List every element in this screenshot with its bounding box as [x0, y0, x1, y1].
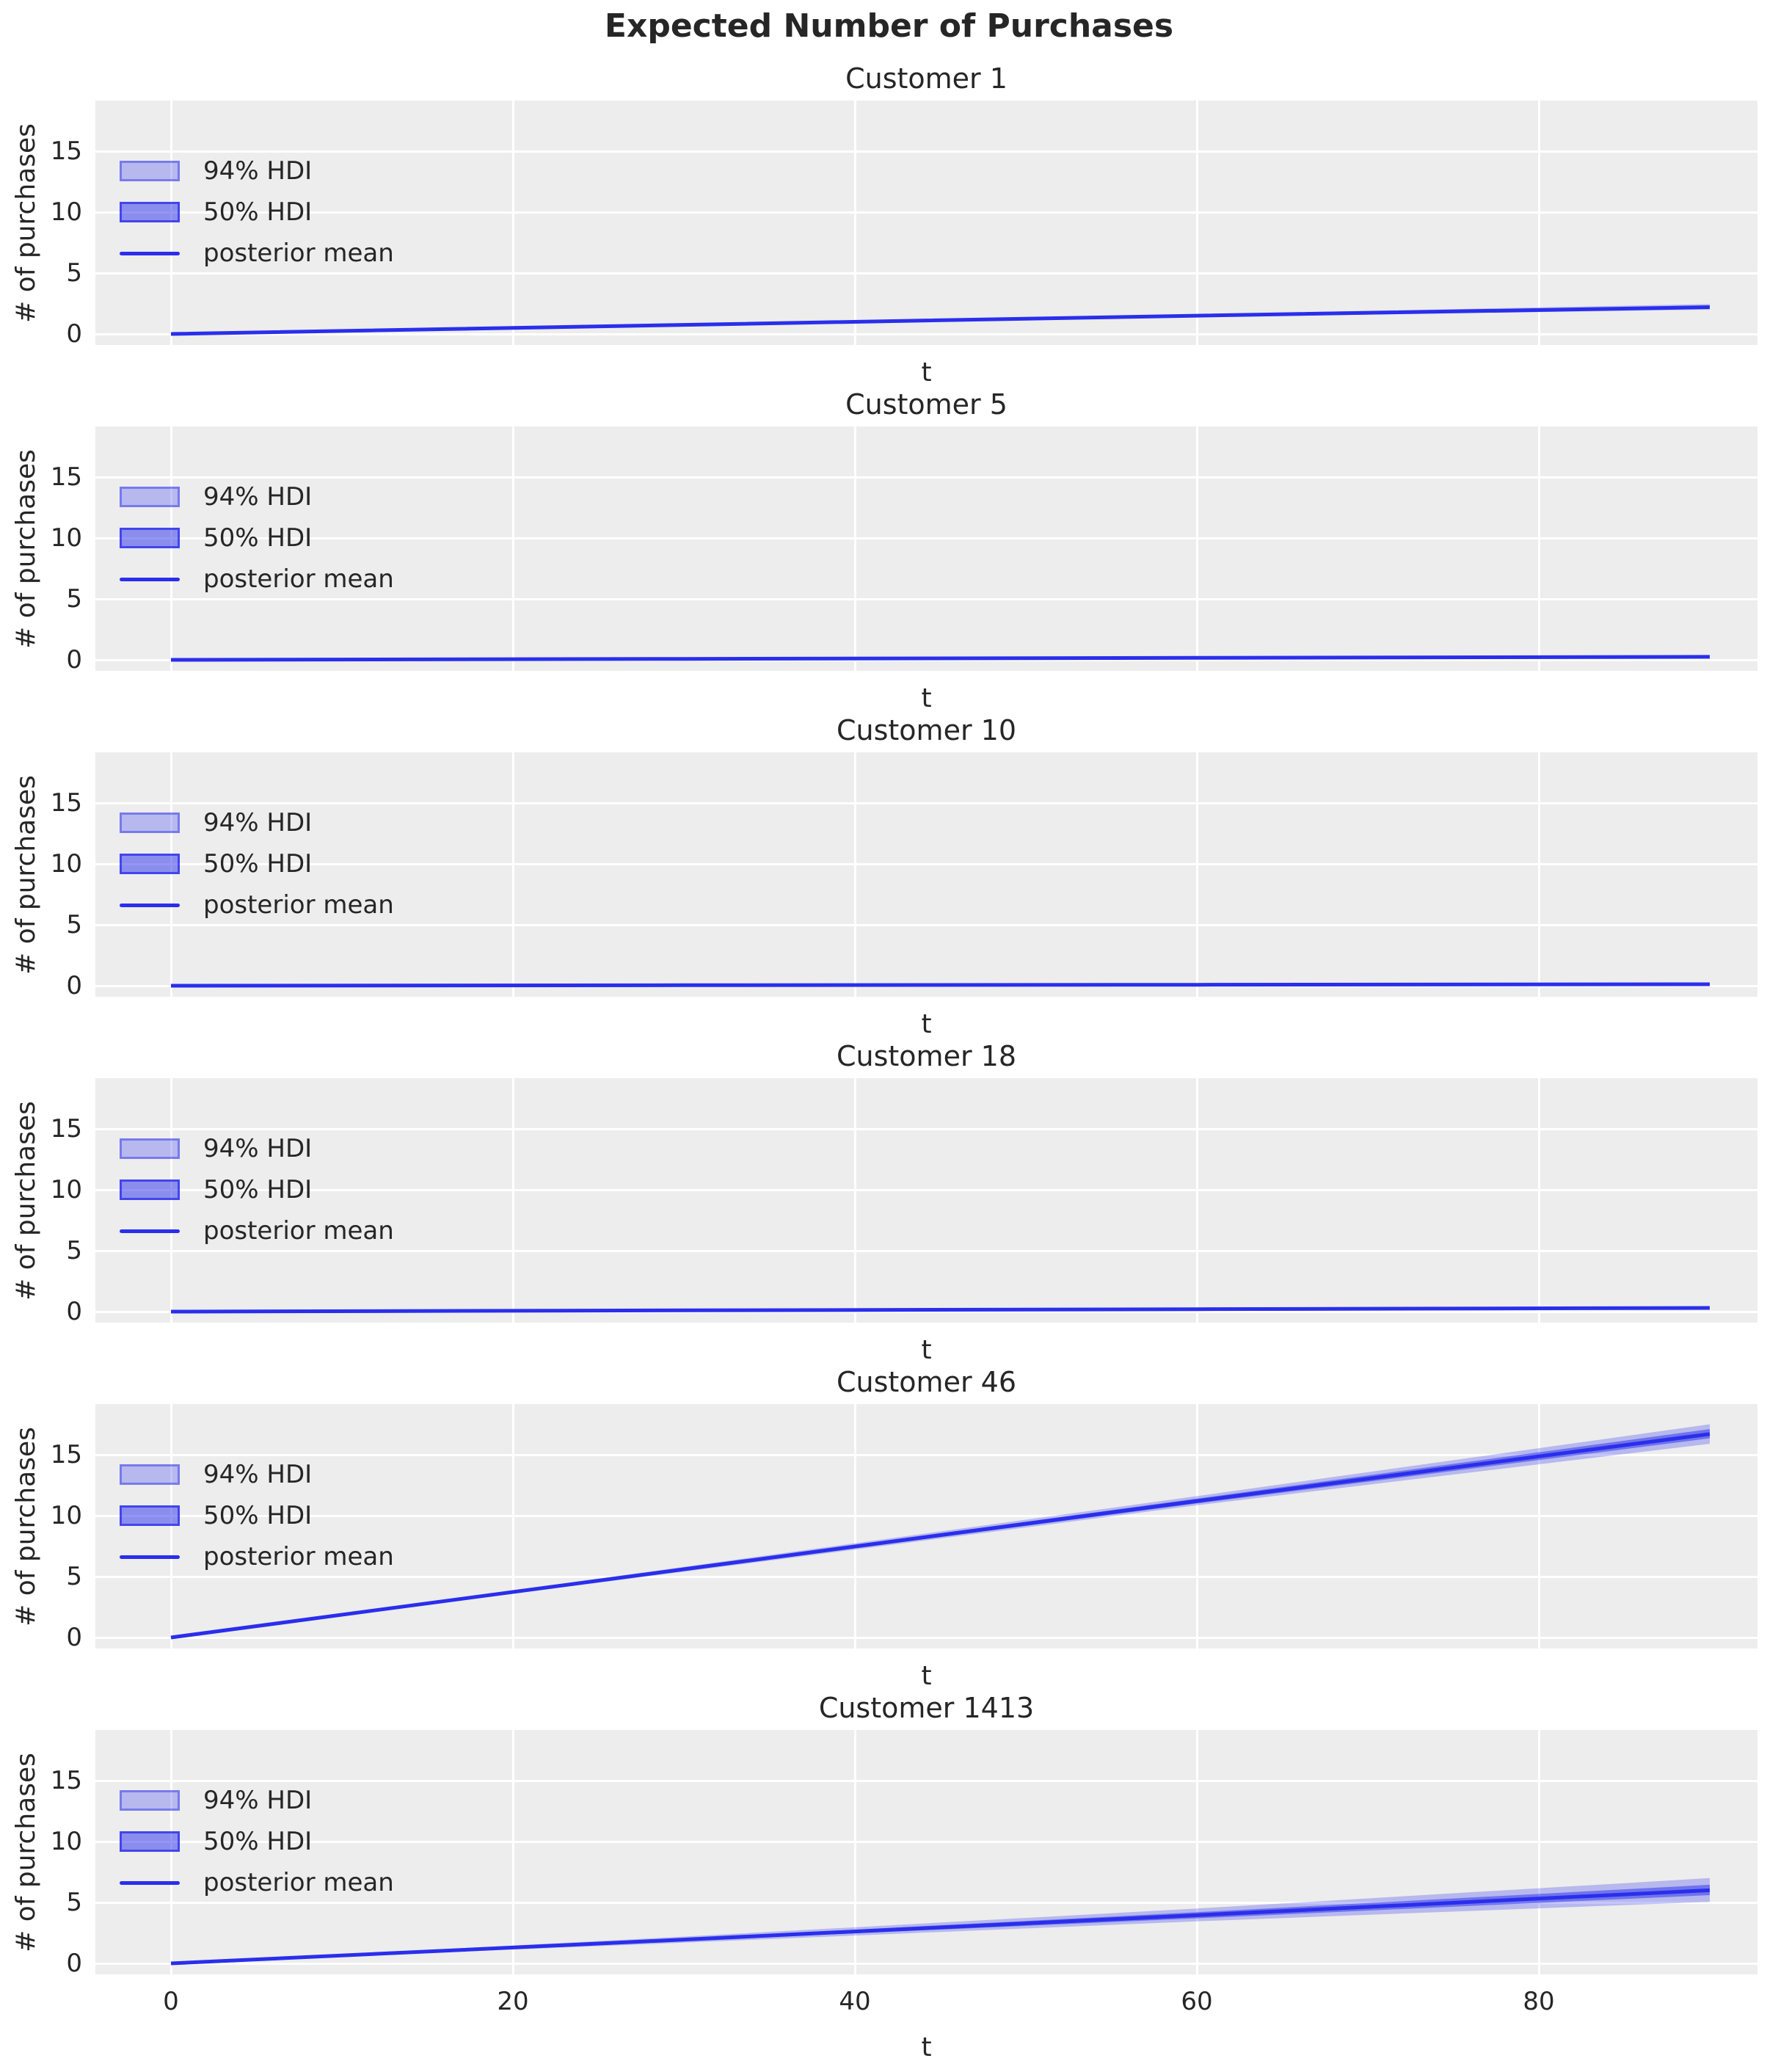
legend-item: [120, 476, 312, 517]
legend-item-label: posterior mean: [203, 1542, 394, 1571]
y-tick-label: 5: [66, 910, 82, 939]
legend-item-label: posterior mean: [203, 1868, 394, 1897]
legend-item-label: 50% HDI: [203, 523, 313, 553]
legend-94-hdi-swatch: [120, 1790, 180, 1811]
legend-item-label: 50% HDI: [203, 849, 313, 879]
legend-line-swatch: [120, 252, 180, 255]
y-tick-label: 15: [50, 462, 82, 492]
subplot-title: Customer 5: [845, 388, 1008, 421]
legend-50-hdi-swatch: [120, 1831, 180, 1852]
posterior-mean-line: [171, 984, 1710, 986]
legend-94-hdi-swatch: [120, 487, 180, 507]
y-tick-label: 5: [66, 1236, 82, 1265]
y-tick-label: 10: [50, 523, 82, 553]
y-tick-label: 10: [50, 1175, 82, 1204]
y-tick-label: 10: [50, 197, 82, 227]
subplot-title: Customer 1413: [818, 1692, 1035, 1724]
legend-item: [120, 1862, 394, 1903]
legend-line-swatch: [120, 904, 180, 907]
x-tick-label: 60: [1181, 1987, 1213, 2016]
legend-item: [120, 150, 312, 192]
legend-line-swatch: [120, 1229, 180, 1233]
legend-item: [120, 1821, 312, 1862]
legend-94-hdi-swatch: [120, 813, 180, 833]
plot-area: [95, 1404, 1757, 1648]
figure-title: Expected Number of Purchases: [604, 7, 1174, 45]
legend-item-label: 94% HDI: [203, 1786, 313, 1815]
legend-94-hdi-swatch: [120, 161, 180, 181]
y-tick-label: 5: [66, 258, 82, 288]
legend-line-swatch: [120, 1881, 180, 1885]
legend-item: [120, 1454, 312, 1495]
x-tick-label: 0: [163, 1987, 179, 2016]
legend-item-label: 94% HDI: [203, 482, 313, 512]
y-tick-label: 10: [50, 849, 82, 879]
posterior-mean-line: [171, 1434, 1710, 1637]
legend-item: [120, 1169, 312, 1210]
x-axis-label: t: [921, 1661, 932, 1691]
y-tick-label: 0: [66, 645, 82, 675]
legend-line-swatch: [120, 1555, 180, 1559]
legend-item-label: posterior mean: [203, 890, 394, 920]
chart-canvas: [95, 1078, 1757, 1323]
legend-item: [120, 559, 394, 600]
chart-canvas: [95, 1730, 1757, 1974]
y-tick-label: 0: [66, 1949, 82, 1978]
legend-item: [120, 802, 312, 843]
legend-item-label: 94% HDI: [203, 156, 313, 186]
plot-area: [95, 426, 1757, 671]
posterior-mean-line: [171, 657, 1710, 660]
legend-item: [120, 517, 312, 559]
subplot-title: Customer 1: [845, 62, 1008, 95]
legend-50-hdi-swatch: [120, 202, 180, 222]
legend-item-label: posterior mean: [203, 564, 394, 594]
x-tick-label: 20: [497, 1987, 529, 2016]
x-axis-label: t: [921, 357, 932, 388]
legend-item-label: posterior mean: [203, 1216, 394, 1246]
y-tick-label: 10: [50, 1827, 82, 1856]
legend-50-hdi-swatch: [120, 1505, 180, 1526]
subplot-title: Customer 46: [836, 1366, 1016, 1398]
legend-item: [120, 1210, 394, 1251]
y-tick-label: 15: [50, 1440, 82, 1469]
plot-area: [95, 101, 1757, 345]
x-tick-label: 40: [839, 1987, 871, 2016]
y-tick-label: 0: [66, 319, 82, 349]
legend-item-label: 50% HDI: [203, 197, 313, 227]
y-axis-label: # of purchases: [11, 1426, 41, 1626]
legend-item: [120, 1128, 312, 1169]
legend-item: [120, 1536, 394, 1577]
legend-item: [120, 233, 394, 274]
y-axis-label: # of purchases: [11, 448, 41, 649]
plot-area: [95, 1730, 1757, 1974]
chart-canvas: [95, 1404, 1757, 1648]
subplot-title: Customer 10: [836, 714, 1016, 746]
y-tick-label: 15: [50, 1766, 82, 1795]
y-tick-label: 15: [50, 788, 82, 818]
legend-item: [120, 1780, 312, 1821]
legend-item-label: posterior mean: [203, 239, 394, 268]
hdi-94-band: [171, 1878, 1710, 1963]
legend-item: [120, 192, 312, 233]
legend-50-hdi-swatch: [120, 854, 180, 874]
x-axis-label: t: [921, 2032, 932, 2062]
legend-item-label: 94% HDI: [203, 1460, 313, 1489]
plot-area: [95, 752, 1757, 997]
y-tick-label: 5: [66, 584, 82, 614]
y-tick-label: 5: [66, 1888, 82, 1917]
x-axis-label: t: [921, 1009, 932, 1039]
legend-item-label: 50% HDI: [203, 1175, 313, 1204]
y-tick-label: 15: [50, 1114, 82, 1144]
x-axis-label: t: [921, 683, 932, 713]
legend-item-label: 94% HDI: [203, 1134, 313, 1163]
y-axis-label: # of purchases: [11, 1100, 41, 1301]
legend-50-hdi-swatch: [120, 1179, 180, 1200]
y-tick-label: 5: [66, 1562, 82, 1591]
posterior-mean-line: [171, 308, 1710, 335]
y-tick-label: 0: [66, 1297, 82, 1326]
y-tick-label: 15: [50, 137, 82, 166]
legend-line-swatch: [120, 578, 180, 581]
legend-94-hdi-swatch: [120, 1464, 180, 1485]
legend-item-label: 94% HDI: [203, 808, 313, 837]
posterior-mean-line: [171, 1890, 1710, 1963]
y-tick-label: 0: [66, 971, 82, 1000]
legend-item: [120, 884, 394, 926]
legend-50-hdi-swatch: [120, 528, 180, 548]
legend-item-label: 50% HDI: [203, 1501, 313, 1530]
y-axis-label: # of purchases: [11, 123, 41, 323]
y-axis-label: # of purchases: [11, 774, 41, 975]
chart-canvas: [95, 426, 1757, 671]
legend-94-hdi-swatch: [120, 1138, 180, 1159]
legend-item-label: 50% HDI: [203, 1827, 313, 1856]
chart-canvas: [95, 101, 1757, 345]
y-tick-label: 10: [50, 1501, 82, 1530]
legend-item: [120, 843, 312, 884]
y-tick-label: 0: [66, 1623, 82, 1652]
y-axis-label: # of purchases: [11, 1752, 41, 1952]
x-tick-label: 80: [1523, 1987, 1555, 2016]
posterior-mean-line: [171, 1308, 1710, 1312]
subplot-title: Customer 18: [836, 1040, 1016, 1072]
chart-canvas: [95, 752, 1757, 997]
x-axis-label: t: [921, 1335, 932, 1365]
plot-area: [95, 1078, 1757, 1323]
legend-item: [120, 1495, 312, 1536]
